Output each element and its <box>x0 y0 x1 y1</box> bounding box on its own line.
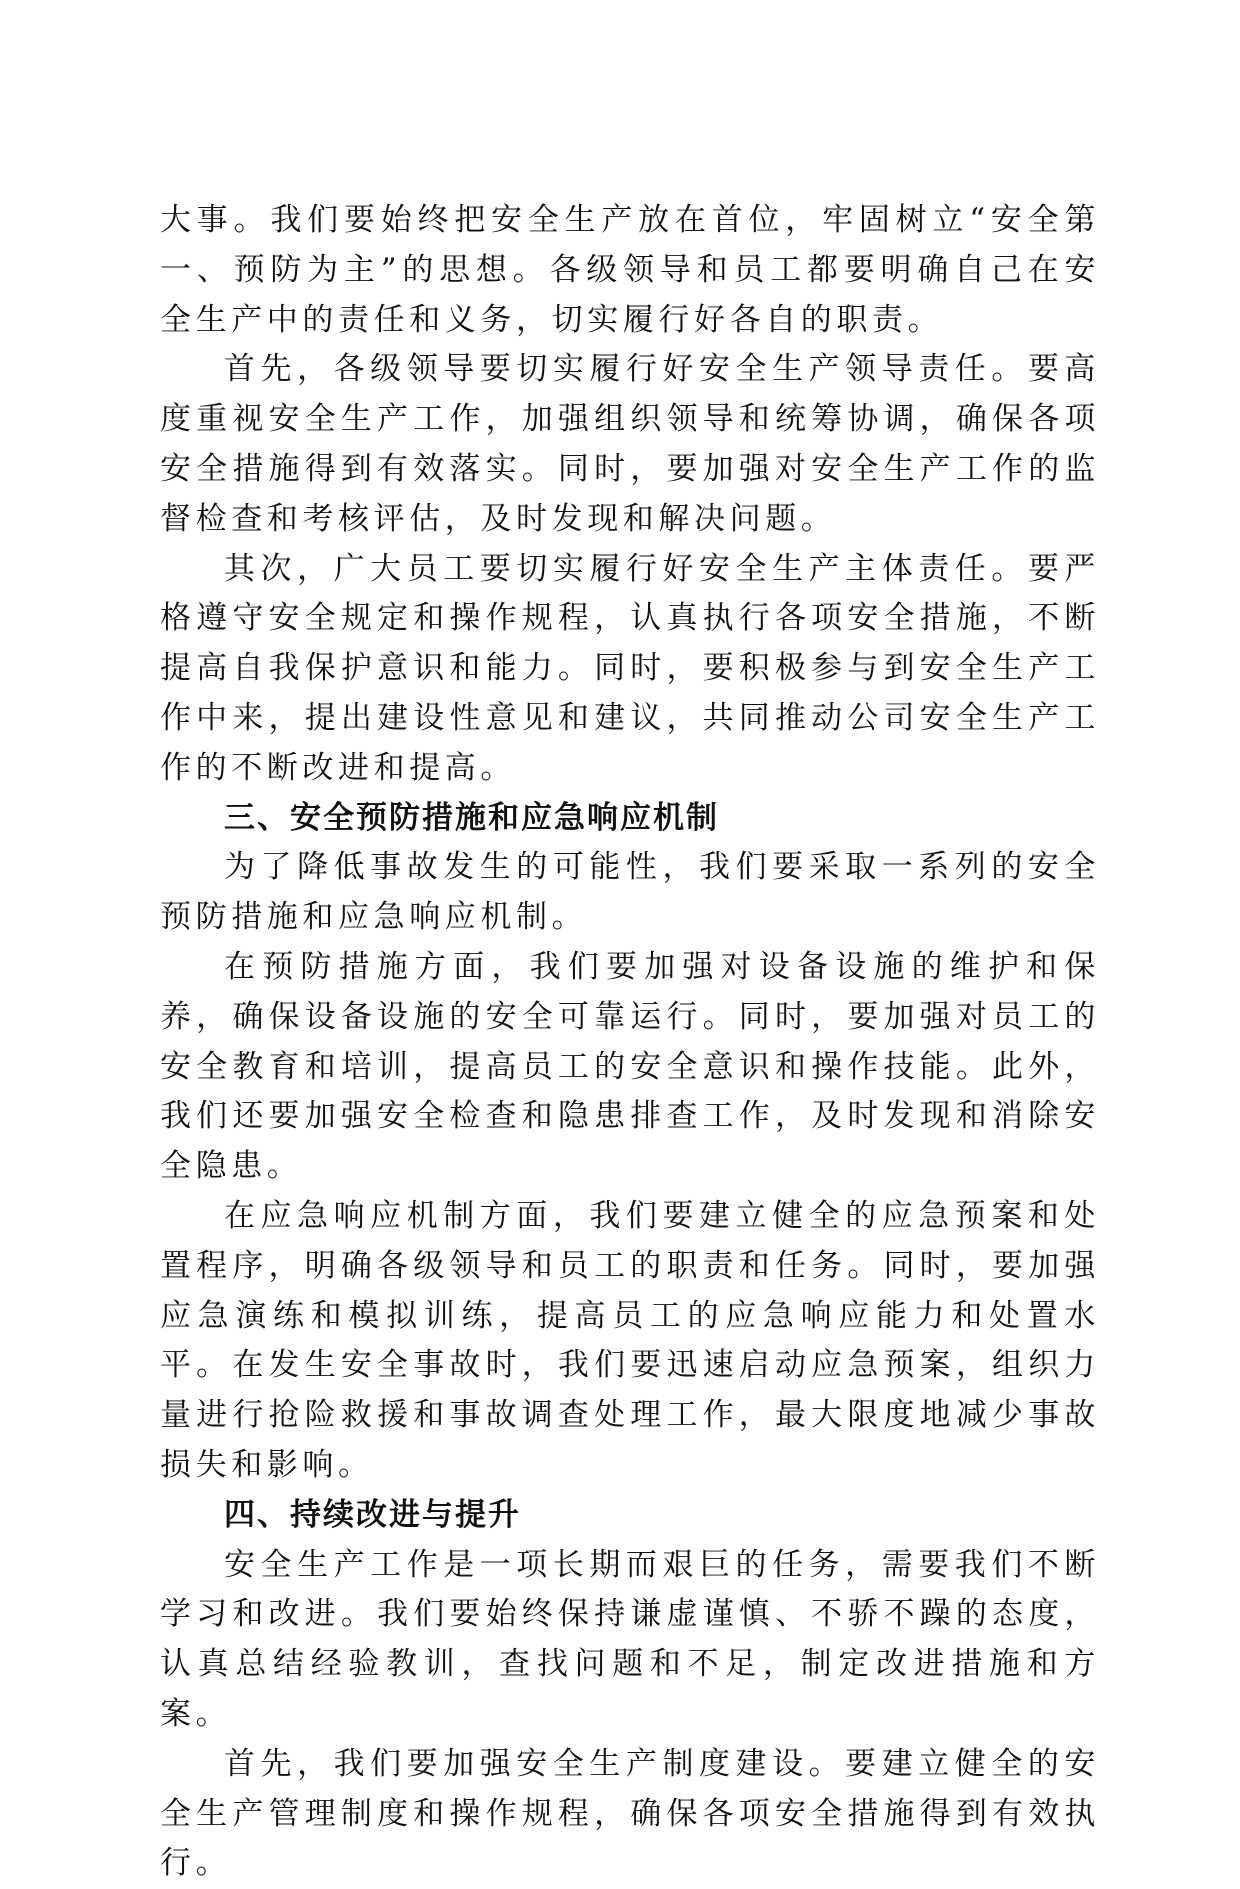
paragraph-prevention-intro: 为了降低事故发生的可能性，我们要采取一系列的安全预防措施和应急响应机制。 <box>160 849 1100 936</box>
paragraph-continuous-improvement: 安全生产工作是一项长期而艰巨的任务，需要我们不断学习和改进。我们要始终保持谦虚谨慎、不骄不躁的态度，认真总结经验教训，查找问题和不足，制定改进措施和方案。 <box>160 1546 1100 1732</box>
paragraph-prevention-measures: 在预防措施方面，我们要加强对设备设施的维护和保养，确保设备设施的安全可靠运行。同时，要加强对员工的安全教育和培训，提高员工的安全意识和操作技能。此外，我们还要加强安全检查和隐患排查工作，及时发现和消除安全隐患。 <box>160 948 1100 1185</box>
section-heading-3: 三、安全预防措施和应急响应机制 <box>224 799 719 836</box>
paragraph-employee-responsibility: 其次，广大员工要切实履行好安全生产主体责任。要严格遵守安全规定和操作规程，认真执行各项安全措施，不断提高自我保护意识和能力。同时，要积极参与到安全生产工作中来，提出建设性意见和建议，共同推动公司安全生产工作的不断改进和提高。 <box>160 550 1100 786</box>
paragraph-emergency-response: 在应急响应机制方面，我们要建立健全的应急预案和处置程序，明确各级领导和员工的职责和任务。同时，要加强应急演练和模拟训练，提高员工的应急响应能力和处置水平。在发生安全事故时，我们要迅速启动应急预案，组织力量进行抢险救援和事故调查处理工作，最大限度地减少事故损失和影响。 <box>160 1197 1100 1483</box>
paragraph-system-building: 首先，我们要加强安全生产制度建设。要建立健全的安全生产管理制度和操作规程，确保各项安全措施得到有效执行。 <box>160 1745 1100 1882</box>
paragraph-continued: 大事。我们要始终把安全生产放在首位，牢固树立“安全第一、预防为主”的思想。各级领导和员工都要明确自己在安全生产中的责任和义务，切实履行好各自的职责。 <box>160 202 1100 338</box>
section-heading-4: 四、持续改进与提升 <box>224 1496 521 1533</box>
paragraph-leader-responsibility: 首先，各级领导要切实履行好安全生产领导责任。要高度重视安全生产工作，加强组织领导和统筹协调，确保各项安全措施得到有效落实。同时，要加强对安全生产工作的监督检查和考核评估，及时发现和解决问题。 <box>160 351 1100 537</box>
document-page <box>160 196 1100 1889</box>
